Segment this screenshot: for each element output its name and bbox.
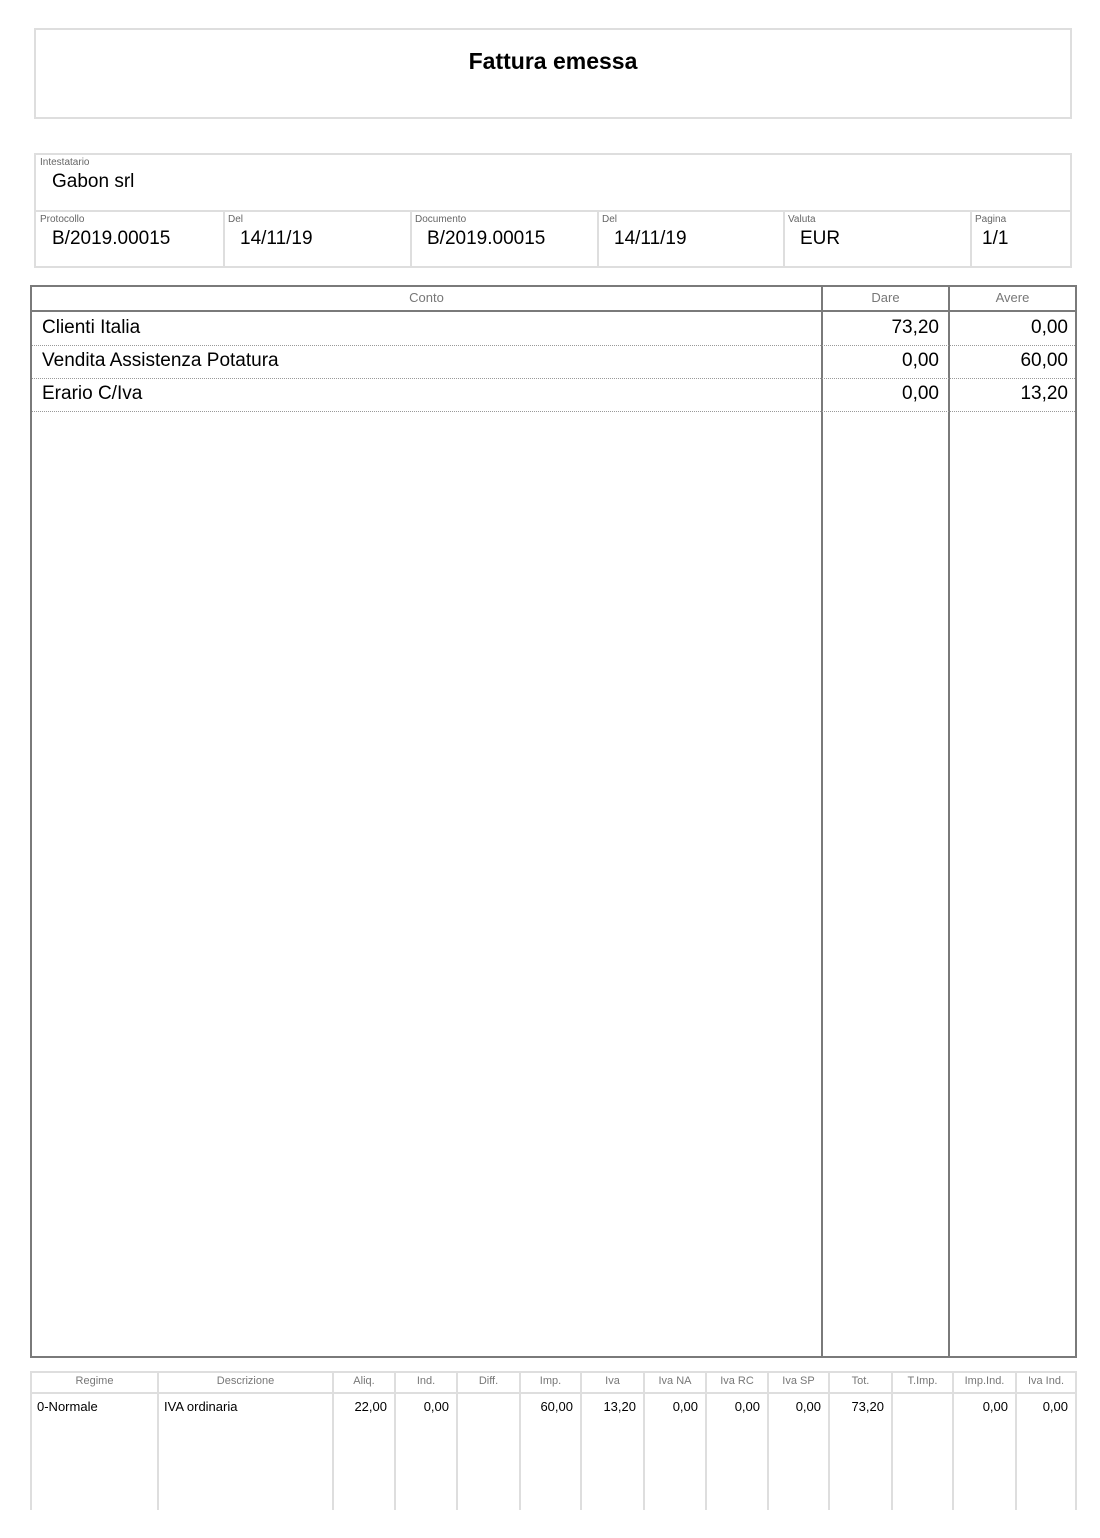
header-info-box [34, 153, 1072, 268]
vat-divider [1015, 1373, 1017, 1510]
ledger-avere-value: 13,20 [1020, 383, 1068, 404]
intestatario-label: Intestatario [40, 157, 90, 168]
vat-header-aliq: Aliq. [353, 1375, 375, 1387]
ledger-row [32, 345, 1075, 379]
ledger-divider-dare [821, 287, 823, 1356]
protocollo-date-cell [223, 210, 410, 266]
ledger-dare-value: 73,20 [891, 317, 939, 338]
vat-divider [891, 1373, 893, 1510]
documento-date-label: Del [602, 214, 618, 225]
documento-date-cell [597, 210, 783, 266]
vat-iva: 13,20 [603, 1399, 636, 1414]
ledger-account: Vendita Assistenza Potatura [42, 350, 279, 371]
vat-header-divider [32, 1392, 1075, 1394]
ledger-table [30, 285, 1077, 1358]
vat-header-iva-na: Iva NA [658, 1375, 692, 1387]
ledger-header-dare: Dare [871, 290, 900, 305]
vat-divider [952, 1373, 954, 1510]
vat-header-imp: Imp. [539, 1375, 562, 1387]
vat-iva-sp: 0,00 [795, 1399, 821, 1414]
vat-header-regime: Regime [75, 1375, 114, 1387]
vat-divider [580, 1373, 582, 1510]
protocollo-label: Protocollo [40, 214, 85, 225]
vat-divider [157, 1373, 159, 1510]
documento-cell [410, 210, 597, 266]
protocollo-value: B/2019.00015 [52, 228, 171, 249]
vat-divider [828, 1373, 830, 1510]
valuta-label: Valuta [788, 214, 816, 225]
vat-header-imp-ind: Imp.Ind. [964, 1375, 1005, 1387]
pagina-cell [970, 210, 1070, 266]
protocollo-cell [36, 210, 223, 266]
protocollo-date-value: 14/11/19 [240, 228, 313, 249]
vat-ind: 0,00 [423, 1399, 449, 1414]
vat-header-descrizione: Descrizione [216, 1375, 275, 1387]
vat-iva-ind: 0,00 [1042, 1399, 1068, 1414]
ledger-dare-value: 0,00 [902, 350, 939, 371]
valuta-cell [783, 210, 970, 266]
document-title-box [34, 28, 1072, 119]
vat-header-tot: Tot. [851, 1375, 870, 1387]
ledger-row [32, 378, 1075, 412]
documento-value: B/2019.00015 [427, 228, 546, 249]
pagina-label: Pagina [975, 214, 1007, 225]
documento-label: Documento [415, 214, 467, 225]
vat-imp: 60,00 [540, 1399, 573, 1414]
vat-header-iva-rc: Iva RC [720, 1375, 754, 1387]
ledger-account: Clienti Italia [42, 317, 141, 338]
pagina-value: 1/1 [982, 228, 1009, 249]
ledger-avere-value: 60,00 [1020, 350, 1068, 371]
vat-header-iva-sp: Iva SP [782, 1375, 815, 1387]
document-title: Fattura emessa [468, 48, 638, 74]
vat-aliq: 22,00 [354, 1399, 387, 1414]
vat-imp-ind: 0,00 [982, 1399, 1008, 1414]
vat-iva-rc: 0,00 [734, 1399, 760, 1414]
vat-tot: 73,20 [851, 1399, 884, 1414]
vat-descrizione: IVA ordinaria [164, 1399, 238, 1414]
ledger-dare-value: 0,00 [902, 383, 939, 404]
ledger-account: Erario C/Iva [42, 383, 143, 404]
vat-header-iva: Iva [605, 1375, 620, 1387]
vat-header-t-imp: T.Imp. [907, 1375, 938, 1387]
ledger-avere-value: 0,00 [1031, 317, 1068, 338]
vat-regime: 0-Normale [37, 1399, 98, 1414]
vat-summary-table [30, 1371, 1077, 1510]
vat-header-ind: Ind. [416, 1375, 436, 1387]
ledger-divider-avere [948, 287, 950, 1356]
vat-divider [519, 1373, 521, 1510]
intestatario-value: Gabon srl [52, 171, 135, 192]
vat-iva-na: 0,00 [672, 1399, 698, 1414]
ledger-header-conto: Conto [409, 290, 444, 305]
documento-date-value: 14/11/19 [614, 228, 687, 249]
vat-divider [332, 1373, 334, 1510]
vat-divider [705, 1373, 707, 1510]
vat-header-diff: Diff. [478, 1375, 499, 1387]
vat-divider [394, 1373, 396, 1510]
valuta-value: EUR [800, 228, 841, 249]
vat-divider [456, 1373, 458, 1510]
vat-header-iva-ind: Iva Ind. [1027, 1375, 1065, 1387]
vat-divider [643, 1373, 645, 1510]
vat-divider [767, 1373, 769, 1510]
header-fields-row [36, 210, 1070, 266]
ledger-row [32, 312, 1075, 346]
ledger-header-avere: Avere [995, 290, 1030, 305]
protocollo-date-label: Del [228, 214, 244, 225]
